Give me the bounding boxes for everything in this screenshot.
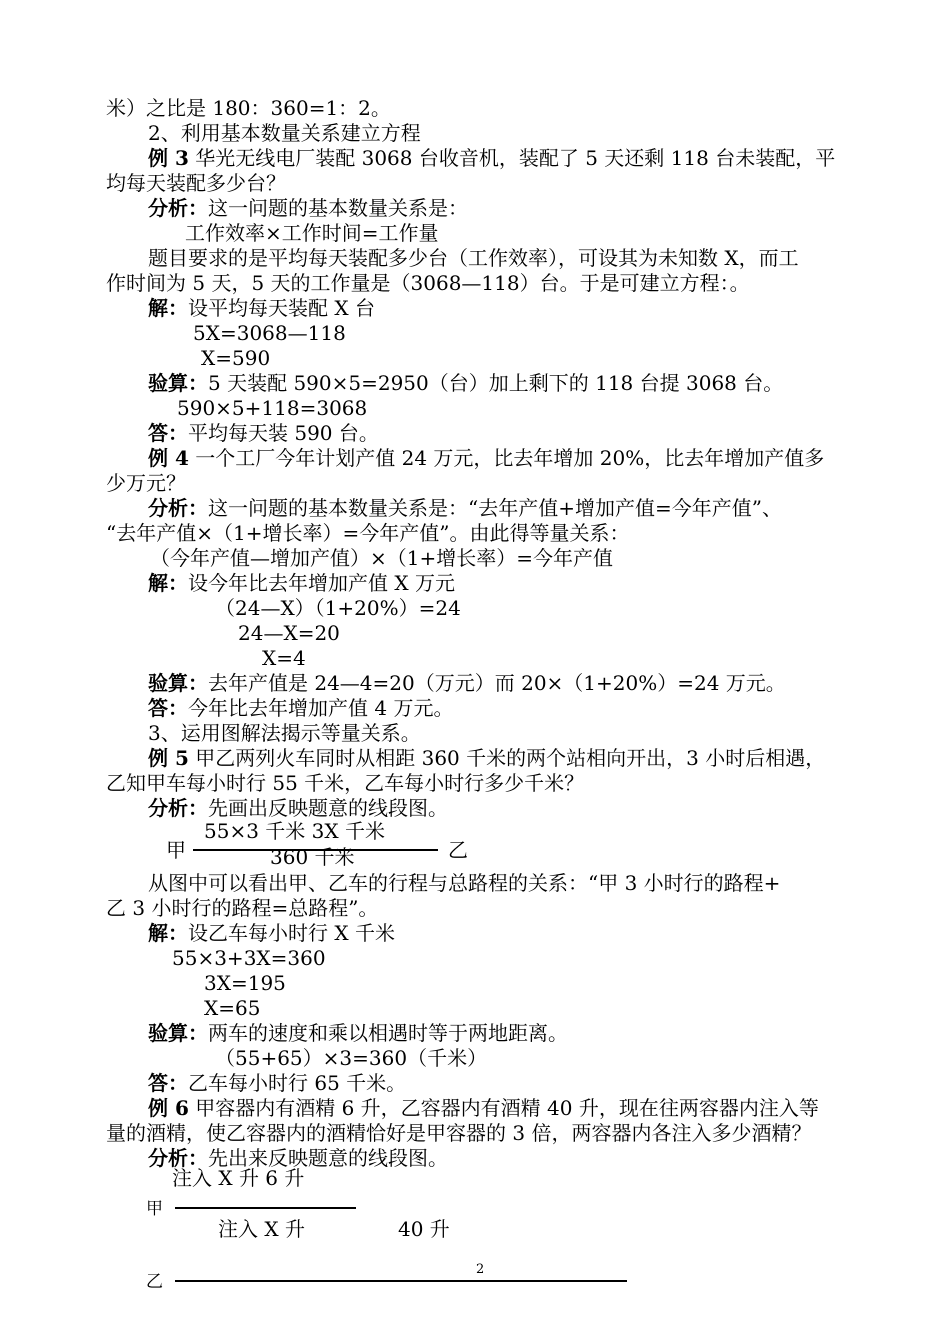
equation-line: 55×3+3X=360 [172,946,326,970]
text-line: “去年产值×（1+增长率）=今年产值”。由此得等量关系： [106,521,630,545]
text-line: 解：设今年比去年增加产值 X 万元 [148,571,455,595]
diagram-middle-left-label: 注入 X 升 [218,1217,305,1241]
equation-line: 24—X=20 [238,621,340,645]
text-line: （今年产值—增加产值）×（1+增长率）=今年产值 [150,546,613,570]
equation-line: X=4 [262,646,306,670]
diagram-label-jia: 甲 [146,1199,163,1219]
text-line: 验算：5 天装配 590×5=2950（台）加上剩下的 118 台提 3068 台。 [148,371,784,395]
diagram-middle-right-label: 40 升 [398,1217,450,1241]
text-line: 解：设平均每天装配 X 台 [148,296,375,320]
diagram-top-label: 55×3 千米 3X 千米 [204,819,385,843]
text-line: 分析：先出来反映题意的线段图。 [148,1146,448,1170]
diagram-segment-jia [175,1207,356,1209]
text-line: 例 3 华光无线电厂装配 3068 台收音机，装配了 5 天还剩 118 台未装配，平 [148,146,836,170]
diagram-segment-yi [175,1280,627,1282]
text-line: 2、利用基本数量关系建立方程 [148,121,421,145]
text-line: 验算：去年产值是 24—4=20（万元）而 20×（1+20%）=24 万元。 [148,671,786,695]
text-line: 验算：两车的速度和乘以相遇时等于两地距离。 [148,1021,568,1045]
text-line: 例 4 一个工厂今年计划产值 24 万元，比去年增加 20%，比去年增加产值多 [148,446,825,470]
text-line: 答：乙车每小时行 65 千米。 [148,1071,407,1095]
text-line: 均每天装配多少台？ [106,171,286,195]
equation-line: X=65 [204,996,261,1020]
text-line: 作时间为 5 天，5 天的工作量是（3068—118）台。于是可建立方程：。 [106,271,750,295]
equation-line: （55+65）×3=360（千米） [215,1046,488,1070]
text-line: 乙 3 小时行的路程=总路程”。 [106,896,379,920]
text-line: 例 6 甲容器内有酒精 6 升，乙容器内有酒精 40 升，现在往两容器内注入等 [148,1096,819,1120]
page-number: 2 [476,1262,485,1277]
text-line: 乙知甲车每小时行 55 千米，乙车每小时行多少千米？ [106,771,585,795]
text-line: 少万元？ [106,471,186,495]
text-line: 分析：这一问题的基本数量关系是：“去年产值+增加产值=今年产值”、 [148,496,782,520]
text-line: 题目要求的是平均每天装配多少台（工作效率），可设其为未知数 X，而工 [148,246,799,270]
diagram-bottom-label: 360 千米 [270,845,355,869]
text-line: 工作效率×工作时间=工作量 [185,221,439,245]
text-line: 分析：这一问题的基本数量关系是： [148,196,468,220]
text-line: 量的酒精，使乙容器内的酒精恰好是甲容器的 3 倍，两容器内各注入多少酒精？ [106,1121,812,1145]
text-line: 从图中可以看出甲、乙车的行程与总路程的关系：“甲 3 小时行的路程+ [148,871,781,895]
equation-line: 3X=195 [204,971,286,995]
text-line: 例 5 甲乙两列火车同时从相距 360 千米的两个站相向开出，3 小时后相遇， [148,746,826,770]
equation-line: 5X=3068—118 [193,321,346,345]
equation-line: （24—X）（1+20%）=24 [215,596,461,620]
diagram-left-label: 甲 [166,838,186,862]
text-line: 答：平均每天装 590 台。 [148,421,379,445]
equation-line: 590×5+118=3068 [177,396,368,420]
diagram-right-label: 乙 [448,838,468,862]
text-line: 米）之比是 180：360=1：2。 [106,96,391,120]
text-line: 解：设乙车每小时行 X 千米 [148,921,395,945]
diagram-top-label: 注入 X 升 6 升 [172,1166,305,1190]
text-line: 分析：先画出反映题意的线段图。 [148,796,448,820]
diagram-label-yi: 乙 [146,1272,163,1292]
text-line: 答：今年比去年增加产值 4 万元。 [148,696,454,720]
text-line: 3、运用图解法揭示等量关系。 [148,721,421,745]
equation-line: X=590 [201,346,271,370]
